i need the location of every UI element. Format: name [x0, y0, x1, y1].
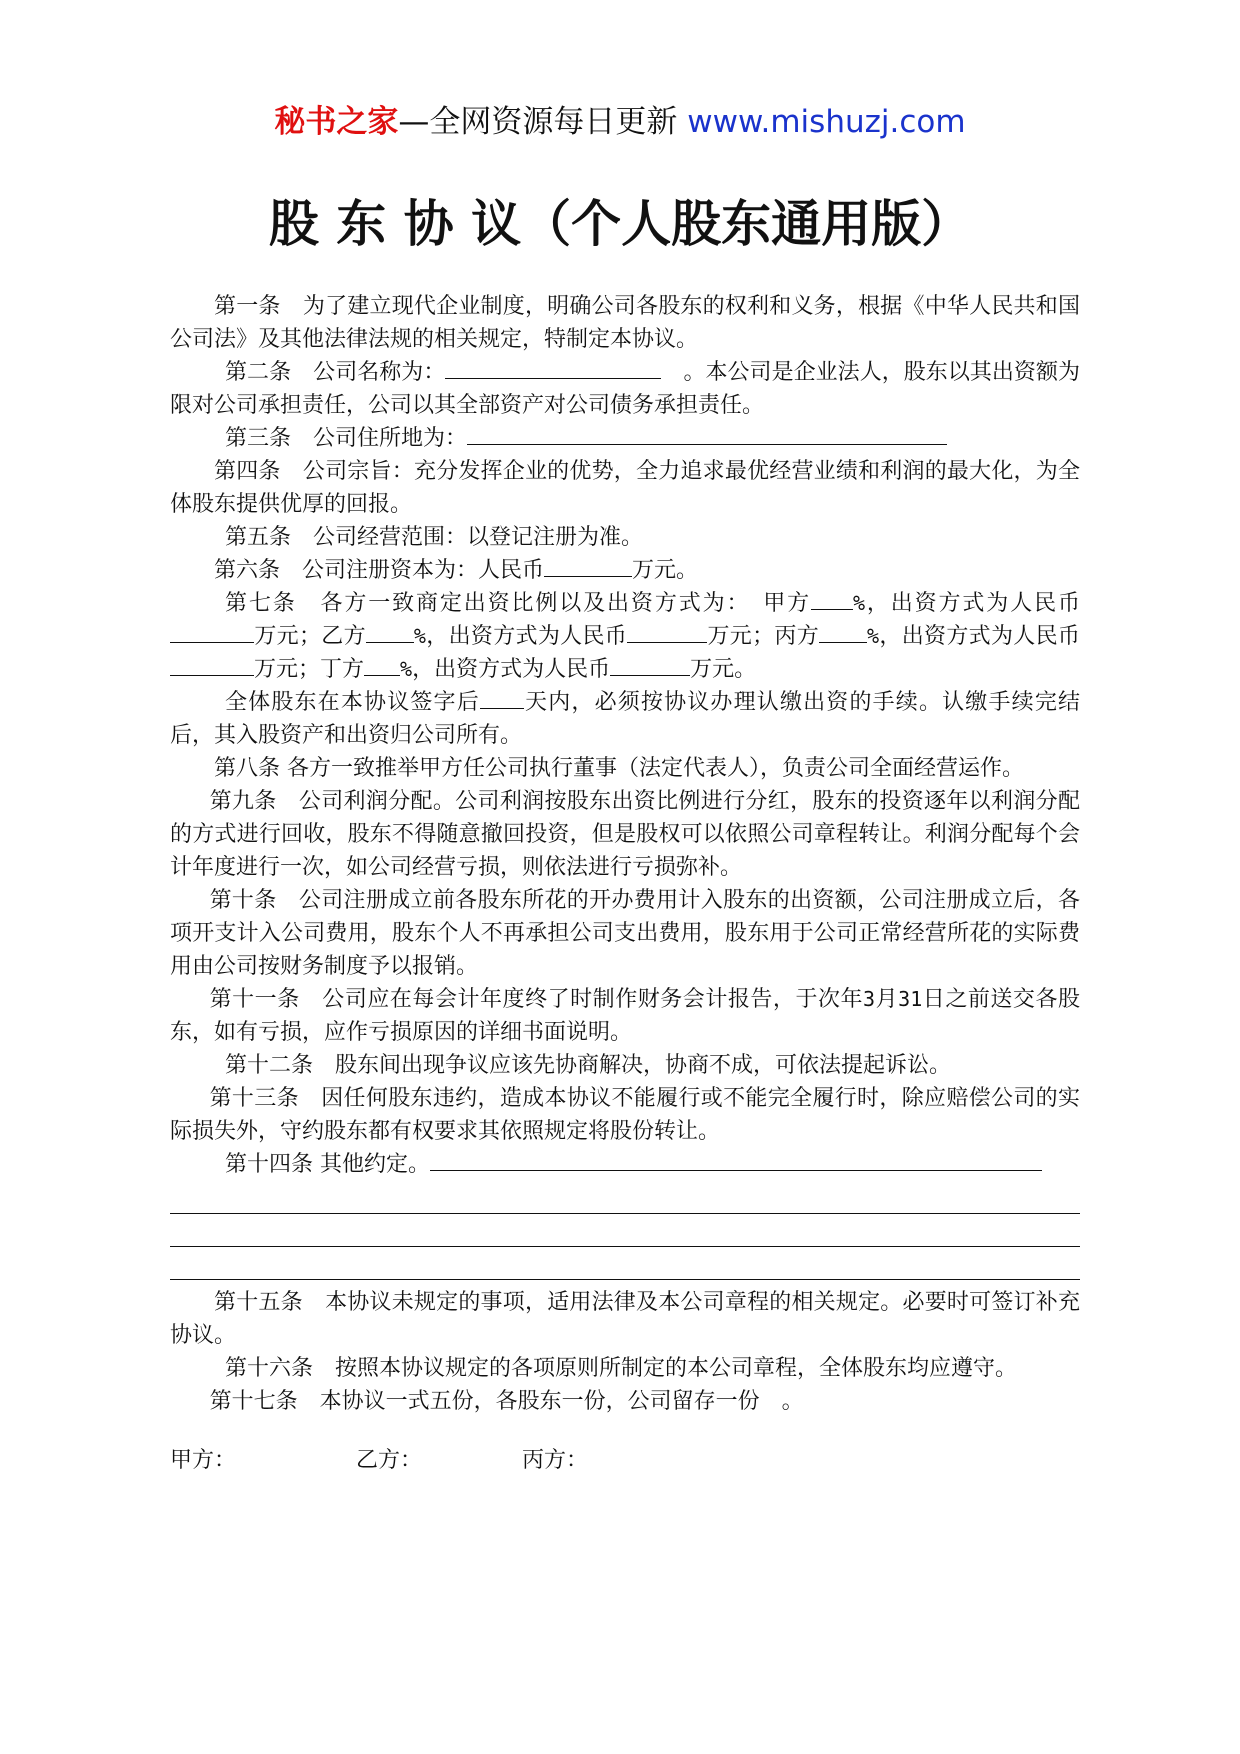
percent-sign: %: [867, 624, 880, 648]
article-11-label: 第十一条: [209, 987, 300, 1012]
company-name-blank[interactable]: [445, 356, 661, 379]
article-7: [170, 587, 1080, 686]
party-d-percent-blank[interactable]: [364, 653, 400, 676]
article-10-label: 第十条: [209, 888, 277, 913]
site-tagline: —全网资源每日更新: [398, 104, 688, 140]
method-rmb-label: 出资方式为人民币: [434, 657, 611, 682]
wanyuan-label: 万元；: [707, 624, 775, 649]
article-11-month: 3: [863, 987, 876, 1011]
wanyuan-end-label: 万元。: [690, 657, 757, 682]
article-7-label: 第七条: [225, 591, 297, 616]
article-6-prefix: 公司注册资本为：人民币: [302, 558, 545, 583]
article-9-label: 第九条: [209, 789, 277, 814]
other-terms-blank-1[interactable]: [430, 1148, 1042, 1171]
comma: ，: [865, 591, 891, 616]
article-11-prefix: 公司应在每会计年度终了时制作财务会计报告，于次年: [322, 987, 864, 1012]
article-2-suffix: 。本公司是企业法人，股东以其出资额为限对公司承担责任，公司以其全部资产对公司债务承担责任。: [170, 360, 1080, 418]
article-2-prefix: 公司名称为：: [313, 360, 446, 385]
party-b-amount-blank[interactable]: [627, 620, 707, 643]
wanyuan-label: 万元；: [254, 624, 321, 649]
article-11-suffix: 日之前送交各股东，如有亏损，应作亏损原因的详细书面说明。: [170, 987, 1080, 1045]
document-body: [170, 290, 1080, 1477]
party-a-percent-blank[interactable]: [811, 587, 853, 610]
rmb-label: 人民币: [1010, 591, 1080, 616]
article-15: [170, 1286, 1080, 1352]
article-5: [170, 521, 1080, 554]
article-16: [170, 1352, 1080, 1385]
method-rmb-label: 出资方式为人民币: [448, 624, 628, 649]
article-15-text: 本协议未规定的事项，适用法律及本公司章程的相关规定。必要时可签订补充协议。: [170, 1290, 1080, 1348]
article-14-text: 其他约定。: [320, 1152, 431, 1177]
article-5-text: 公司经营范围：以登记注册为准。: [313, 525, 644, 550]
party-c-percent-blank[interactable]: [819, 620, 867, 643]
article-9-text: 公司利润分配。公司利润按股东出资比例进行分红，股东的投资逐年以利润分配的方式进行回收，股东不得随意撤回投资，但是股权可以依照公司章程转让。利润分配每个会计年度进行一次，如公司经营亏损，则依法进行亏损弥补。: [170, 789, 1080, 880]
site-header: [0, 102, 1240, 142]
days-blank[interactable]: [480, 686, 524, 709]
percent-sign: %: [852, 591, 866, 615]
article-11-mid: 月: [875, 987, 899, 1012]
article-7-p2-suffix: 天内，必须按协议办理认缴出资的手续。认缴手续完结后，其入股资产和出资归公司所有。: [170, 690, 1080, 748]
other-terms-blank-2[interactable]: [170, 1181, 1080, 1214]
wanyuan-label: 万元；: [254, 657, 321, 682]
signature-party-c[interactable]: 丙方：: [522, 1448, 589, 1473]
article-9: [170, 785, 1080, 884]
party-a-amount-blank[interactable]: [170, 620, 254, 643]
article-2: [170, 356, 1080, 422]
percent-sign: %: [400, 657, 413, 681]
comma: ，: [879, 624, 902, 649]
document-title: 股 东 协 议（个人股东通用版）: [268, 194, 972, 253]
party-a-label: 甲方: [763, 591, 811, 616]
signature-row: [170, 1444, 1080, 1477]
article-10-text: 公司注册成立前各股东所花的开办费用计入股东的出资额，公司注册成立后，各项开支计入公司费用，股东个人不再承担公司支出费用，股东用于公司正常经营所花的实际费用由公司按财务制度予以报销。: [170, 888, 1080, 979]
site-brand: 秘书之家: [274, 104, 399, 140]
article-10: [170, 884, 1080, 983]
article-8-text: 各方一致推举甲方任公司执行董事（法定代表人），负责公司全面经营运作。: [287, 756, 1025, 781]
party-d-label: 丁方: [320, 657, 365, 682]
article-3: [170, 422, 1080, 455]
article-13-label: 第十三条: [209, 1086, 299, 1111]
article-5-label: 第五条: [225, 525, 292, 550]
method-rmb-label: 出资方式为人民币: [901, 624, 1080, 649]
article-13: [170, 1082, 1080, 1148]
article-12-text: 股东间出现争议应该先协商解决，协商不成，可依法提起诉讼。: [335, 1053, 952, 1078]
percent-sign: %: [413, 624, 426, 648]
article-12-label: 第十二条: [225, 1053, 314, 1078]
registered-capital-blank[interactable]: [544, 554, 632, 577]
comma: ，: [425, 624, 449, 649]
article-6-label: 第六条: [214, 558, 281, 583]
article-12: [170, 1049, 1080, 1082]
article-4-label: 第四条: [214, 459, 281, 484]
method-label: 出资方式为: [890, 591, 1011, 616]
party-c-label: 丙方: [774, 624, 820, 649]
article-4: [170, 455, 1080, 521]
article-13-text: 因任何股东违约，造成本协议不能履行或不能完全履行时，除应赔偿公司的实际损失外，守约股东都有权要求其依照规定将股份转让。: [170, 1086, 1080, 1144]
party-d-amount-blank[interactable]: [610, 653, 690, 676]
article-14-label: 第十四条: [225, 1152, 314, 1177]
article-17-text: 本协议一式五份，各股东一份，公司留存一份 。: [319, 1389, 804, 1414]
article-15-label: 第十五条: [214, 1290, 303, 1315]
article-8: [170, 752, 1080, 785]
article-7-p2-prefix: 全体股东在本协议签字后: [225, 690, 480, 715]
article-11: [170, 983, 1080, 1049]
article-17-label: 第十七条: [209, 1389, 298, 1414]
party-c-amount-blank[interactable]: [170, 653, 254, 676]
article-17: [170, 1385, 1080, 1418]
article-11-day: 31: [898, 987, 923, 1011]
article-1-text: 为了建立现代企业制度，明确公司各股东的权利和义务，根据《中华人民共和国公司法》及其他法律法规的相关规定，特制定本协议。: [170, 294, 1080, 352]
article-4-text: 公司宗旨：充分发挥企业的优势，全力追求最优经营业绩和利润的最大化，为全体股东提供优厚的回报。: [170, 459, 1080, 517]
article-1-label: 第一条: [214, 294, 281, 319]
other-terms-blank-4[interactable]: [170, 1247, 1080, 1280]
signature-party-b[interactable]: 乙方：: [356, 1448, 423, 1473]
site-url-link[interactable]: www.mishuzj.com: [687, 104, 966, 140]
article-8-label: 第八条: [214, 756, 281, 781]
article-6: [170, 554, 1080, 587]
party-b-label: 乙方: [320, 624, 366, 649]
other-terms-blank-3[interactable]: [170, 1214, 1080, 1247]
article-1: [170, 290, 1080, 356]
company-address-blank[interactable]: [467, 422, 947, 445]
signature-party-a[interactable]: 甲方：: [170, 1448, 237, 1473]
comma: ，: [412, 657, 435, 682]
article-16-label: 第十六条: [225, 1356, 314, 1381]
party-b-percent-blank[interactable]: [366, 620, 414, 643]
article-14: [170, 1148, 1080, 1181]
article-6-suffix: 万元。: [632, 558, 699, 583]
article-7-intro: 各方一致商定出资比例以及出资方式为：: [320, 591, 740, 616]
article-3-prefix: 公司住所地为：: [313, 426, 468, 451]
article-16-text: 按照本协议规定的各项原则所制定的本公司章程，全体股东均应遵守。: [335, 1356, 1018, 1381]
article-2-label: 第二条: [225, 360, 292, 385]
article-3-label: 第三条: [225, 426, 292, 451]
article-7-contribution: [170, 686, 1080, 752]
